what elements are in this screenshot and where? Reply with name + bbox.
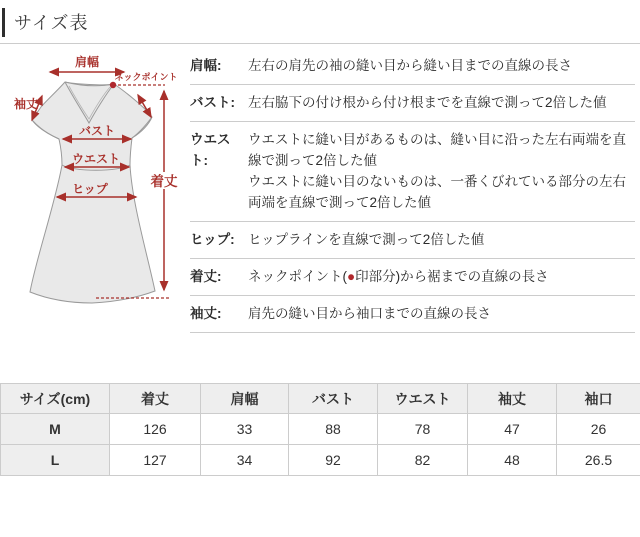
definition-row-sleeve xyxy=(190,296,635,333)
row-label-l: L xyxy=(1,445,110,476)
table-row-size-m xyxy=(1,414,640,445)
shoulder-width-label: 肩幅 xyxy=(75,54,99,69)
col-header-waist: ウエスト xyxy=(378,384,468,414)
neck-point-label: ネックポイント xyxy=(114,71,177,82)
cell-l-cuff: 26.5 xyxy=(557,445,640,476)
waist-annotation xyxy=(65,152,129,167)
row-label-m: M xyxy=(1,414,110,445)
size-table xyxy=(0,383,640,476)
cell-l-bust: 92 xyxy=(289,445,378,476)
cell-l-waist: 82 xyxy=(378,445,468,476)
definition-row-hip xyxy=(190,222,635,259)
definition-row-waist xyxy=(190,122,635,222)
page-title: サイズ表 xyxy=(2,8,640,37)
hip-label: ヒップ xyxy=(72,181,109,196)
table-row-size-l xyxy=(1,445,640,476)
definition-desc xyxy=(248,266,635,287)
sleeve-length-label: 袖丈 xyxy=(14,96,38,111)
definition-desc: ヒップラインを直線で測って2倍した値 xyxy=(248,229,635,250)
definition-term: 着丈: xyxy=(190,266,248,287)
cell-m-bust: 88 xyxy=(289,414,378,445)
measurement-definitions xyxy=(190,48,635,333)
waist-desc-line2: ウエストに縫い目のないものは、一番くびれている部分の左右両端を直線で測って2倍した値 xyxy=(248,174,626,210)
definition-term: ウエスト: xyxy=(190,129,248,213)
definition-row-bust xyxy=(190,85,635,122)
definition-term: バスト: xyxy=(190,92,248,113)
size-table-header-row xyxy=(1,384,640,414)
definition-term: ヒップ: xyxy=(190,229,248,250)
neck-point-annotation xyxy=(110,71,178,88)
dress-measurement-diagram xyxy=(0,44,182,337)
col-header-cuff: 袖口 xyxy=(557,384,640,414)
definition-row-length xyxy=(190,259,635,296)
col-header-bust: バスト xyxy=(289,384,378,414)
definition-desc: 左右の肩先の袖の縫い目から縫い目までの直線の長さ xyxy=(248,55,635,76)
waist-desc-line1: ウエストに縫い目があるものは、縫い目に沿った左右両端を直線で測って2倍した値 xyxy=(248,132,626,168)
cell-m-waist: 78 xyxy=(378,414,468,445)
definition-desc: 左右脇下の付け根から付け根までを直線で測って2倍した値 xyxy=(248,92,635,113)
measurement-guide-section xyxy=(0,44,640,332)
red-dot-mark: ● xyxy=(347,269,355,284)
bust-label: バスト xyxy=(79,124,115,138)
cell-l-shoulder: 34 xyxy=(201,445,289,476)
cell-l-length: 127 xyxy=(110,445,201,476)
dress-diagram-svg xyxy=(0,44,182,332)
cell-m-shoulder: 33 xyxy=(201,414,289,445)
cell-m-cuff: 26 xyxy=(557,414,640,445)
cell-l-sleeve: 48 xyxy=(468,445,557,476)
col-header-length: 着丈 xyxy=(110,384,201,414)
definition-desc: 肩先の縫い目から袖口までの直線の長さ xyxy=(248,303,635,324)
definition-term: 肩幅: xyxy=(190,55,248,76)
body-length-label: 着丈 xyxy=(151,173,178,189)
col-header-sleeve: 袖丈 xyxy=(468,384,557,414)
cell-m-sleeve: 47 xyxy=(468,414,557,445)
definition-row-shoulder xyxy=(190,48,635,85)
shoulder-width-annotation xyxy=(50,54,124,72)
length-desc-pre: ネックポイント( xyxy=(248,269,347,284)
definition-desc xyxy=(248,129,635,213)
length-desc-post: 印部分)から裾までの直線の長さ xyxy=(355,269,549,284)
col-header-shoulder: 肩幅 xyxy=(201,384,289,414)
cell-m-length: 126 xyxy=(110,414,201,445)
neck-point-dot xyxy=(110,82,116,88)
col-header-size: サイズ(cm) xyxy=(1,384,110,414)
definition-term: 袖丈: xyxy=(190,303,248,324)
waist-label: ウエスト xyxy=(72,152,120,166)
